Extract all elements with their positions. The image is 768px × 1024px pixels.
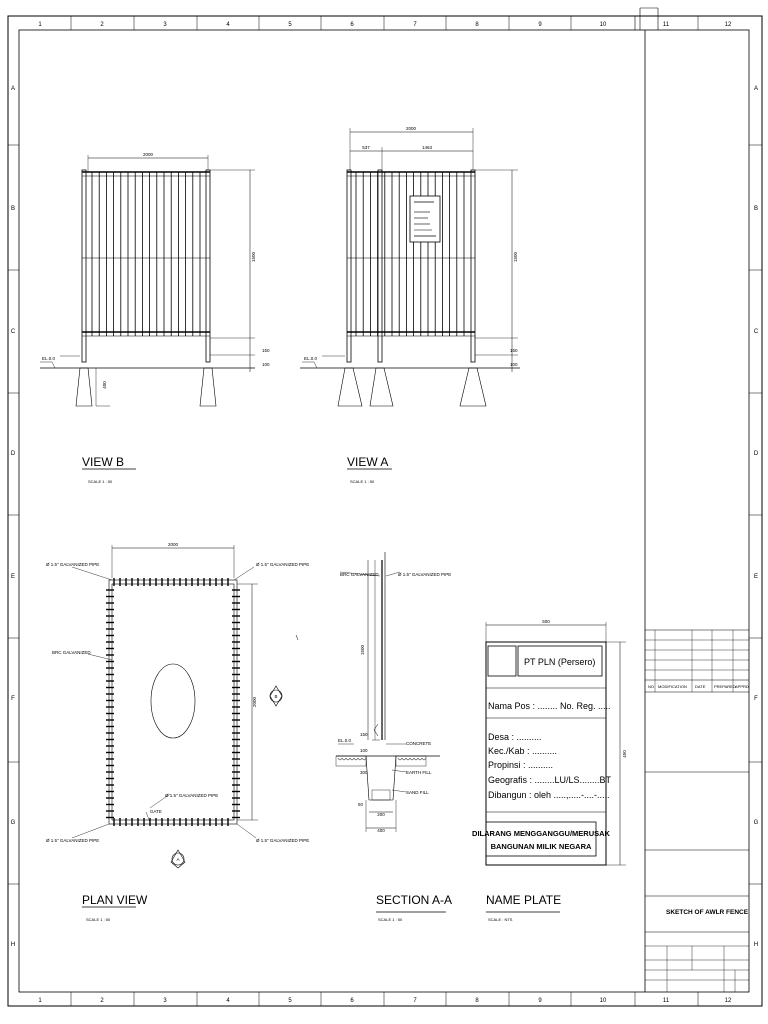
col-label: 7 bbox=[413, 998, 417, 1004]
plate-line-kec: Kec./Kab : .......... bbox=[488, 746, 558, 756]
dim-label: 150 bbox=[262, 348, 270, 353]
col-label: 7 bbox=[413, 22, 417, 28]
plate-line-desa: Desa : .......... bbox=[488, 732, 542, 742]
col-label: 5 bbox=[288, 22, 292, 28]
view-a-title: VIEW A bbox=[347, 455, 389, 469]
brc-label: BRC GALVANIZED bbox=[340, 572, 379, 577]
view-b-title: VIEW B bbox=[82, 455, 125, 469]
dim-label: 100 bbox=[510, 362, 518, 367]
col-label: 10 bbox=[599, 998, 607, 1004]
row-label: C bbox=[753, 329, 759, 335]
section-scale: SCALE 1 : 50 bbox=[378, 917, 403, 922]
row-label: H bbox=[753, 942, 759, 948]
plate-line-built: Dibangun : oleh .....,.....-....-..... bbox=[488, 790, 610, 800]
rev-header: PREPARED bbox=[714, 684, 736, 689]
col-label: 9 bbox=[538, 998, 542, 1004]
dim-label: 100 bbox=[262, 362, 270, 367]
section-marker-a: A bbox=[176, 857, 180, 862]
col-label: 9 bbox=[538, 22, 542, 28]
col-label: 3 bbox=[163, 998, 167, 1004]
dim-label: 1500 bbox=[251, 251, 256, 263]
pipe-label: Ø 1.5" GALVANIZED PIPE bbox=[256, 838, 310, 843]
row-label: E bbox=[10, 574, 16, 580]
view-a-scale: SCALE 1 : 50 bbox=[350, 479, 375, 484]
plate-line-prop: Propinsi : .......... bbox=[488, 760, 554, 770]
col-label: 6 bbox=[350, 22, 354, 28]
sand-label: SAND FILL bbox=[406, 790, 429, 795]
name-plate-title: NAME PLATE bbox=[486, 893, 562, 907]
row-label: H bbox=[10, 942, 16, 948]
row-label: D bbox=[753, 451, 759, 457]
row-label: A bbox=[753, 86, 759, 92]
warning-line-1: DILARANG MENGGANGGU/MERUSAK bbox=[472, 829, 610, 838]
dim-label: 500 bbox=[542, 619, 550, 624]
level-label: EL.0.0 bbox=[304, 356, 318, 361]
dim-label: 150 bbox=[510, 348, 518, 353]
plan-view-title: PLAN VIEW bbox=[82, 893, 148, 907]
pipe-label: Ø 1.5" GALVANIZED PIPE bbox=[46, 838, 100, 843]
dim-label: 400 bbox=[102, 381, 107, 389]
col-label: 1 bbox=[38, 22, 42, 28]
warning-line-2: BANGUNAN MILIK NEGARA bbox=[490, 842, 592, 851]
row-label: D bbox=[10, 451, 16, 457]
pipe-label: Ø 1.5" GALVANIZED PIPE bbox=[256, 562, 310, 567]
dim-label: 450 bbox=[622, 750, 627, 758]
col-label: 10 bbox=[599, 22, 607, 28]
rev-header: DATE bbox=[695, 684, 706, 689]
view-a-name-plate bbox=[410, 196, 440, 242]
row-label: B bbox=[10, 206, 16, 212]
section-title: SECTION A-A bbox=[376, 893, 453, 907]
section-marker-b: B bbox=[274, 694, 278, 699]
dim-label: 1463 bbox=[421, 145, 433, 150]
name-plate-scale: SCALE : NTS bbox=[488, 917, 513, 922]
col-label: 5 bbox=[288, 998, 292, 1004]
gate-label: GATE bbox=[150, 809, 162, 814]
dim-label: 100 bbox=[360, 748, 368, 753]
dim-label: 537 bbox=[362, 145, 370, 150]
company-name: PT PLN (Persero) bbox=[524, 657, 596, 667]
col-label: 12 bbox=[724, 998, 732, 1004]
pipe-label: Ø 1.5" GALVANIZED PIPE bbox=[398, 572, 452, 577]
col-label: 6 bbox=[350, 998, 354, 1004]
dim-label: 2000 bbox=[167, 542, 179, 547]
col-label: 12 bbox=[724, 22, 732, 28]
brc-label: BRC GALVANIZED bbox=[52, 650, 91, 655]
dim-label: 400 bbox=[377, 828, 385, 833]
level-label: EL.0.0 bbox=[338, 738, 352, 743]
dim-label: 150 bbox=[360, 732, 368, 737]
dim-label: 2000 bbox=[405, 126, 417, 131]
dim-label: 300 bbox=[360, 770, 368, 775]
drawing-title: SKETCH OF AWLR FENCE bbox=[666, 909, 749, 916]
level-label: EL.0.0 bbox=[42, 356, 56, 361]
col-label: 4 bbox=[226, 998, 230, 1004]
row-label: G bbox=[753, 820, 759, 826]
row-label: E bbox=[753, 574, 759, 580]
plan-view-scale: SCALE 1 : 50 bbox=[86, 917, 111, 922]
dim-label: 2000 bbox=[252, 696, 257, 708]
dim-label: 1500 bbox=[513, 251, 518, 263]
dim-label: 50 bbox=[358, 802, 364, 807]
pipe-label: Ø 1.5" GALVANIZED PIPE bbox=[46, 562, 100, 567]
row-label: B bbox=[753, 206, 759, 212]
dim-label: 1500 bbox=[360, 644, 365, 656]
col-label: 8 bbox=[475, 998, 479, 1004]
row-label: C bbox=[10, 329, 16, 335]
col-label: 3 bbox=[163, 22, 167, 28]
dim-label: 2000 bbox=[142, 152, 154, 157]
dim-label: 200 bbox=[377, 812, 385, 817]
col-label: 11 bbox=[662, 998, 670, 1004]
row-label: A bbox=[10, 86, 16, 92]
col-label: 1 bbox=[38, 998, 42, 1004]
plate-line-name: Nama Pos : ........ No. Reg. ..... bbox=[488, 701, 611, 711]
earth-label: EARTH FILL bbox=[406, 770, 432, 775]
concrete-label: CONCRETE bbox=[406, 741, 432, 746]
col-label: 4 bbox=[226, 22, 230, 28]
col-label: 2 bbox=[100, 998, 104, 1004]
row-label: G bbox=[10, 820, 16, 826]
col-label: 8 bbox=[475, 22, 479, 28]
rev-header: NO bbox=[648, 684, 654, 689]
col-label: 2 bbox=[100, 22, 104, 28]
view-b-scale: SCALE 1 : 50 bbox=[88, 479, 113, 484]
plate-line-geo: Geografis : ........LU/LS........BT bbox=[488, 775, 612, 785]
rev-header: APPRD bbox=[735, 684, 749, 689]
row-label: F bbox=[11, 696, 15, 702]
rev-header: MODIFICATION bbox=[658, 684, 687, 689]
col-label: 11 bbox=[662, 22, 670, 28]
row-label: F bbox=[754, 696, 758, 702]
pipe-label: Ø 1.5" GALVANIZED PIPE bbox=[165, 793, 219, 798]
